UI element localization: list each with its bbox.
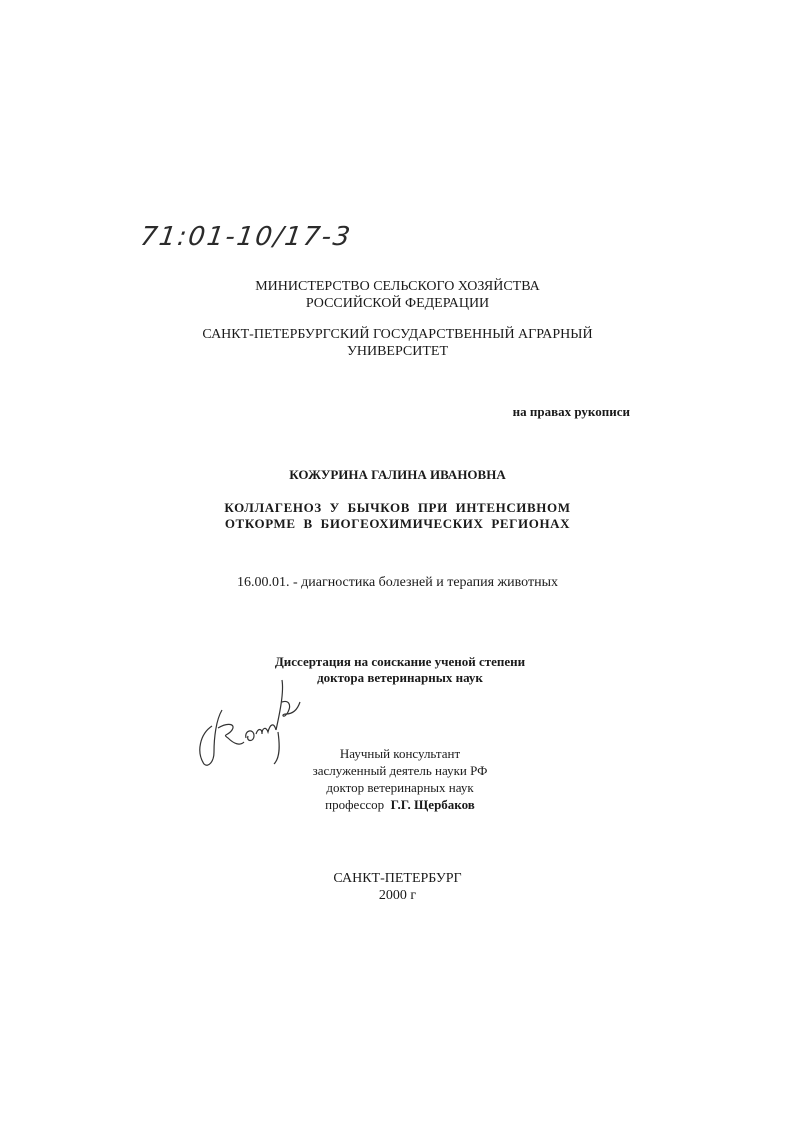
consultant-line-2: заслуженный деятель науки РФ — [312, 763, 488, 778]
ministry-line-2: РОССИЙСКОЙ ФЕДЕРАЦИИ — [305, 296, 490, 311]
author-name: КОЖУРИНА ГАЛИНА ИВАНОВНА — [289, 467, 506, 482]
title-line-2: ОТКОРМЕ В БИОГЕОХИМИЧЕСКИХ РЕГИОНАХ — [224, 516, 571, 531]
consultant-name: Г.Г. Щербаков — [390, 797, 475, 812]
consultant-line-1: Научный консультант — [339, 746, 461, 761]
specialty: 16.00.01. - диагностика болезней и терапия животных — [236, 575, 559, 590]
ministry-line-1: МИНИСТЕРСТВО СЕЛЬСКОГО ХОЗЯЙСТВА — [255, 279, 540, 294]
footer-city: САНКТ-ПЕТЕРБУРГ — [333, 871, 462, 886]
consultant-title: профессор — [325, 797, 385, 812]
footer-year: 2000 г — [378, 888, 417, 903]
rights-note: на правах рукописи — [512, 404, 630, 419]
thesis-line-2: доктора ветеринарных наук — [317, 670, 483, 685]
title-line-1: КОЛЛАГЕНОЗ У БЫЧКОВ ПРИ ИНТЕНСИВНОМ — [224, 500, 571, 515]
university-line-1: САНКТ-ПЕТЕРБУРГСКИЙ ГОСУДАРСТВЕННЫЙ АГРАРНЫЙ — [202, 327, 593, 342]
thesis-line-1: Диссертация на соискание ученой степени — [274, 654, 526, 669]
consultant-line-4 — [285, 796, 515, 813]
archive-number: 71:01-10/17-3 — [138, 222, 354, 252]
consultant-line-3: доктор ветеринарных наук — [326, 780, 474, 795]
university-line-2: УНИВЕРСИТЕТ — [346, 344, 449, 359]
